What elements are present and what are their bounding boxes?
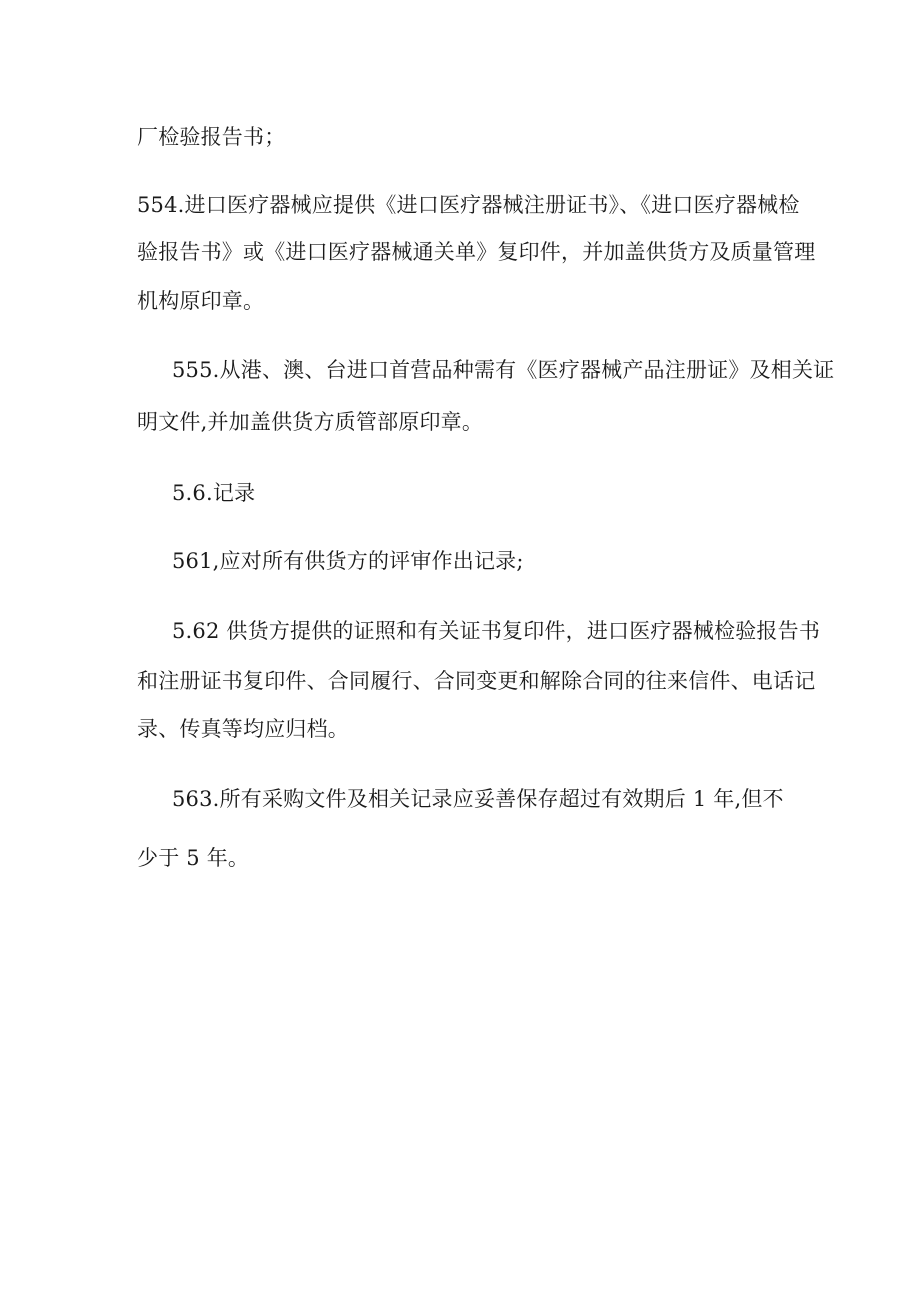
paragraph-562-line-3: 录、传真等均应归档。: [137, 717, 349, 741]
paragraph-554-line-3: 机构原印章。: [137, 289, 265, 313]
paragraph-554-line-2: 验报告书》或《进口医疗器械通关单》复印件，并加盖供货方及质量管理: [137, 240, 816, 264]
paragraph-555-line-2: 明文件,并加盖供货方质管部原印章。: [137, 410, 484, 434]
paragraph-562-line-2: 和注册证书复印件、合同履行、合同变更和解除合同的往来信件、电话记: [137, 669, 816, 693]
section-heading-5-6: 5.6.记录: [172, 481, 256, 505]
paragraph-line-continuation: 厂检验报告书；: [137, 125, 286, 149]
paragraph-561: 561,应对所有供货方的评审作出记录;: [172, 549, 524, 573]
paragraph-562-line-1: 5.62 供货方提供的证照和有关证书复印件，进口医疗器械检验报告书: [172, 619, 821, 643]
paragraph-563-line-1: 563.所有采购文件及相关记录应妥善保存超过有效期后 1 年,但不: [172, 787, 784, 811]
paragraph-554-line-1: 554.进口医疗器械应提供《进口医疗器械注册证书》、《进口医疗器械检: [137, 193, 800, 217]
paragraph-555-line-1: 555.从港、澳、台进口首营品种需有《医疗器械产品注册证》及相关证: [172, 358, 835, 382]
paragraph-563-line-2: 少于 5 年。: [137, 846, 250, 870]
